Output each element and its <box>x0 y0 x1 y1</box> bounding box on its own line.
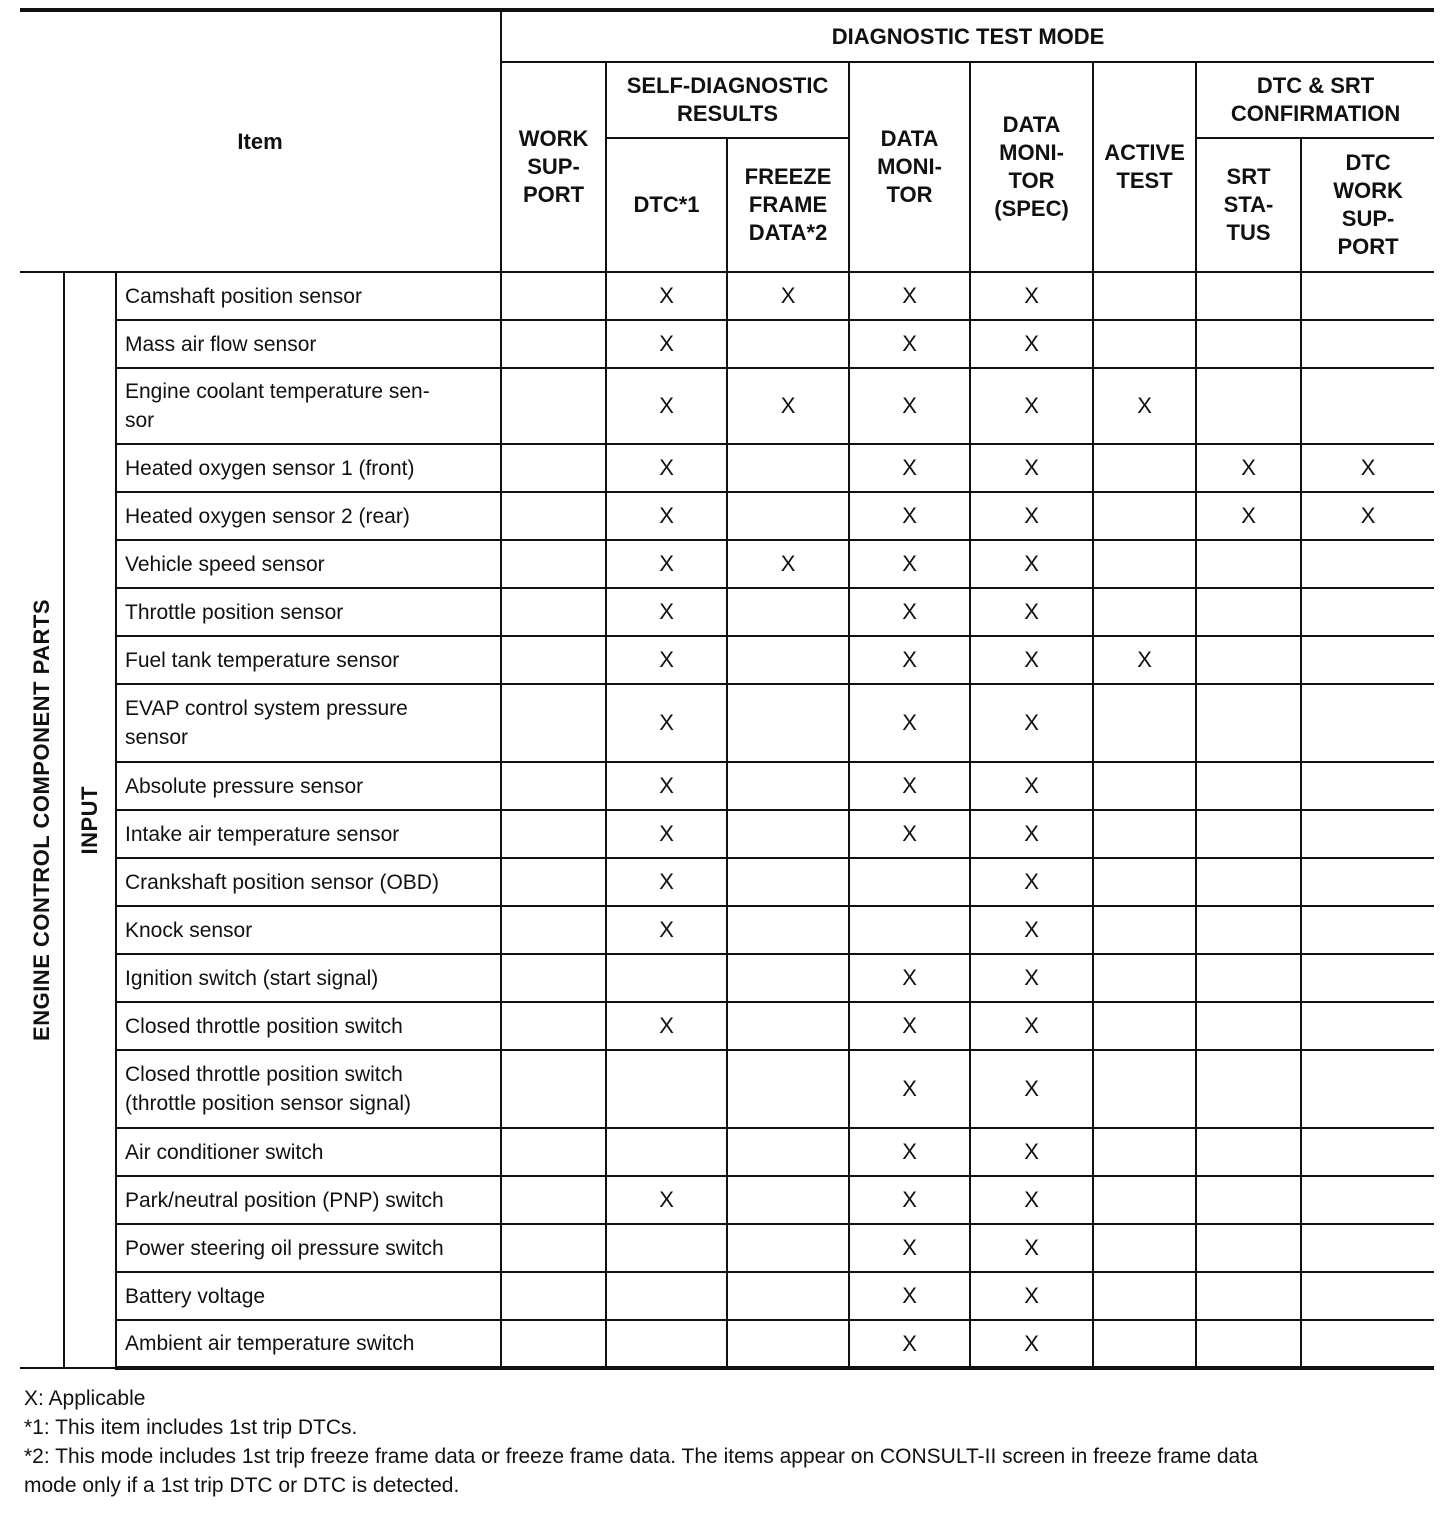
work-support-cell <box>501 1176 606 1224</box>
item-name-line: Engine coolant temperature sen- <box>125 380 430 403</box>
active-test-cell <box>1093 588 1196 636</box>
table-row <box>20 906 1434 954</box>
srt-status-cell <box>1196 1272 1301 1320</box>
active-test-cell <box>1093 1224 1196 1272</box>
input-group-label: INPUT <box>64 272 116 1368</box>
dtc-work-support-header: DTC WORK SUP- PORT <box>1301 138 1434 272</box>
item-name-cell <box>116 1224 501 1272</box>
data-monitor-cell: X <box>849 320 970 368</box>
active-test-cell <box>1093 1128 1196 1176</box>
item-name-line: Heated oxygen sensor 2 (rear) <box>125 504 410 528</box>
data-monitor-cell: X <box>849 954 970 1002</box>
data-monitor-cell: X <box>849 1224 970 1272</box>
active-test-cell <box>1093 1272 1196 1320</box>
table-row <box>20 492 1434 540</box>
item-name-line: sor <box>125 409 155 432</box>
data-monitor-spec-cell: X <box>970 636 1093 684</box>
data-monitor-cell: X <box>849 588 970 636</box>
freeze-frame-data-cell <box>727 1224 849 1272</box>
footnote-1: *1: This item includes 1st trip DTCs. <box>24 1416 358 1439</box>
diagnostic-test-mode-header: DIAGNOSTIC TEST MODE <box>501 10 1434 62</box>
item-name-line: (throttle position sensor signal) <box>125 1092 411 1115</box>
active-test-cell <box>1093 954 1196 1002</box>
freeze-frame-data-cell <box>727 810 849 858</box>
srt-status-cell <box>1196 636 1301 684</box>
item-name-line: Park/neutral position (PNP) switch <box>125 1188 444 1212</box>
freeze-frame-data-cell: X <box>727 368 849 444</box>
freeze-frame-data-cell <box>727 1176 849 1224</box>
srt-status-cell <box>1196 1002 1301 1050</box>
data-monitor-cell: X <box>849 1272 970 1320</box>
data-monitor-spec-cell: X <box>970 272 1093 320</box>
dtc-cell: X <box>606 762 727 810</box>
work-support-cell <box>501 1002 606 1050</box>
data-monitor-cell: X <box>849 636 970 684</box>
dtc-cell <box>606 1224 727 1272</box>
table-row <box>20 444 1434 492</box>
item-name-line: Absolute pressure sensor <box>125 774 364 798</box>
dtc-work-support-cell <box>1301 1272 1434 1320</box>
dtc-cell: X <box>606 858 727 906</box>
active-test-cell <box>1093 272 1196 320</box>
work-support-cell <box>501 906 606 954</box>
active-test-cell: X <box>1093 636 1196 684</box>
dtc-cell: X <box>606 588 727 636</box>
item-name-cell <box>116 272 501 320</box>
data-monitor-cell: X <box>849 540 970 588</box>
dtc-work-support-cell <box>1301 1176 1434 1224</box>
table-row <box>20 1176 1434 1224</box>
item-name-cell <box>116 1320 501 1368</box>
work-support-cell <box>501 858 606 906</box>
data-monitor-spec-cell: X <box>970 540 1093 588</box>
item-name-cell <box>116 636 501 684</box>
item-name-line: Battery voltage <box>125 1284 266 1308</box>
data-monitor-cell: X <box>849 762 970 810</box>
data-monitor-cell: X <box>849 368 970 444</box>
srt-status-cell <box>1196 1320 1301 1368</box>
footnote-applicable: X: Applicable <box>24 1387 146 1410</box>
dtc-work-support-cell <box>1301 684 1434 762</box>
item-name-cell <box>116 1002 501 1050</box>
dtc-cell: X <box>606 810 727 858</box>
dtc-work-support-cell <box>1301 540 1434 588</box>
dtc-work-support-cell <box>1301 588 1434 636</box>
dtc-cell: X <box>606 492 727 540</box>
item-name-cell <box>116 1176 501 1224</box>
work-support-cell <box>501 1050 606 1128</box>
item-name-line: Ignition switch (start signal) <box>125 966 379 990</box>
item-name-line: Closed throttle position switch <box>125 1063 403 1086</box>
active-test-cell <box>1093 858 1196 906</box>
item-name-line: EVAP control system pressure <box>125 697 408 720</box>
dtc-work-support-cell <box>1301 320 1434 368</box>
item-name-cell <box>116 320 501 368</box>
active-test-cell <box>1093 762 1196 810</box>
item-name-line: Mass air flow sensor <box>125 332 317 356</box>
dtc-work-support-cell <box>1301 906 1434 954</box>
table-row <box>20 858 1434 906</box>
work-support-cell <box>501 540 606 588</box>
item-name-line: Power steering oil pressure switch <box>125 1236 444 1260</box>
srt-status-header: SRT STA- TUS <box>1196 138 1301 272</box>
data-monitor-spec-cell: X <box>970 492 1093 540</box>
dtc-work-support-cell <box>1301 368 1434 444</box>
dtc-header: DTC*1 <box>606 138 727 272</box>
freeze-frame-data-cell <box>727 762 849 810</box>
data-monitor-spec-cell: X <box>970 762 1093 810</box>
srt-status-cell: X <box>1196 492 1301 540</box>
dtc-work-support-cell <box>1301 1128 1434 1176</box>
item-name-cell <box>116 492 501 540</box>
table-row <box>20 1272 1434 1320</box>
item-header: Item <box>20 10 501 272</box>
dtc-cell <box>606 1272 727 1320</box>
data-monitor-spec-cell: X <box>970 320 1093 368</box>
active-test-cell <box>1093 492 1196 540</box>
table-row <box>20 954 1434 1002</box>
item-name-cell <box>116 858 501 906</box>
srt-status-cell <box>1196 1224 1301 1272</box>
freeze-frame-data-header: FREEZE FRAME DATA*2 <box>727 138 849 272</box>
srt-status-cell <box>1196 272 1301 320</box>
srt-status-cell <box>1196 320 1301 368</box>
item-name-line: Ambient air temperature switch <box>125 1332 415 1355</box>
data-monitor-spec-header: DATA MONI- TOR (SPEC) <box>970 62 1093 272</box>
dtc-cell <box>606 954 727 1002</box>
item-name-line: sensor <box>125 726 189 749</box>
table-row <box>20 272 1434 320</box>
srt-status-cell <box>1196 954 1301 1002</box>
footnote-2: *2: This mode includes 1st trip freeze frame data or freeze frame data. The items appear on CONSULT-II screen in freeze frame data <box>24 1445 1258 1468</box>
diagnostic-test-mode-table <box>20 8 1434 1370</box>
data-monitor-spec-cell: X <box>970 444 1093 492</box>
data-monitor-cell: X <box>849 684 970 762</box>
item-name-line: Throttle position sensor <box>125 600 344 624</box>
freeze-frame-data-cell <box>727 1128 849 1176</box>
item-name-cell <box>116 368 501 444</box>
dtc-work-support-cell <box>1301 858 1434 906</box>
dtc-work-support-cell <box>1301 1050 1434 1128</box>
data-monitor-spec-cell: X <box>970 684 1093 762</box>
active-test-cell <box>1093 906 1196 954</box>
freeze-frame-data-cell: X <box>727 540 849 588</box>
item-name-cell <box>116 444 501 492</box>
dtc-work-support-cell: X <box>1301 492 1434 540</box>
dtc-work-support-cell: X <box>1301 444 1434 492</box>
work-support-cell <box>501 1320 606 1368</box>
freeze-frame-data-cell <box>727 1320 849 1368</box>
data-monitor-cell: X <box>849 1050 970 1128</box>
item-name-cell <box>116 684 501 762</box>
data-monitor-spec-cell: X <box>970 1224 1093 1272</box>
table-row <box>20 320 1434 368</box>
active-test-cell <box>1093 810 1196 858</box>
item-name-cell <box>116 588 501 636</box>
srt-status-cell <box>1196 588 1301 636</box>
dtc-work-support-cell <box>1301 762 1434 810</box>
active-test-cell <box>1093 1050 1196 1128</box>
dtc-cell: X <box>606 684 727 762</box>
item-name-cell <box>116 906 501 954</box>
dtc-cell: X <box>606 540 727 588</box>
footnotes <box>24 1384 1444 1500</box>
work-support-cell <box>501 762 606 810</box>
dtc-cell: X <box>606 636 727 684</box>
data-monitor-cell: X <box>849 1128 970 1176</box>
self-diagnostic-results-header: SELF-DIAGNOSTIC RESULTS <box>606 62 849 138</box>
srt-status-cell <box>1196 810 1301 858</box>
work-support-cell <box>501 954 606 1002</box>
active-test-cell: X <box>1093 368 1196 444</box>
data-monitor-cell: X <box>849 492 970 540</box>
item-name-cell <box>116 762 501 810</box>
data-monitor-cell <box>849 858 970 906</box>
work-support-cell <box>501 684 606 762</box>
dtc-cell: X <box>606 1002 727 1050</box>
srt-status-cell <box>1196 1176 1301 1224</box>
data-monitor-cell: X <box>849 272 970 320</box>
table-body <box>20 272 1434 1368</box>
freeze-frame-data-cell <box>727 1272 849 1320</box>
srt-status-cell <box>1196 762 1301 810</box>
freeze-frame-data-cell <box>727 1002 849 1050</box>
work-support-cell <box>501 320 606 368</box>
dtc-work-support-cell <box>1301 1320 1434 1368</box>
work-support-cell <box>501 636 606 684</box>
table-row <box>20 1320 1434 1368</box>
item-name-line: Knock sensor <box>125 918 253 942</box>
dtc-work-support-cell <box>1301 1002 1434 1050</box>
active-test-cell <box>1093 320 1196 368</box>
dtc-cell: X <box>606 320 727 368</box>
data-monitor-spec-cell: X <box>970 1128 1093 1176</box>
active-test-cell <box>1093 1320 1196 1368</box>
work-support-cell <box>501 1272 606 1320</box>
table-row <box>20 1050 1434 1128</box>
item-name-line: Air conditioner switch <box>125 1140 324 1164</box>
srt-status-cell <box>1196 540 1301 588</box>
item-name-line: Closed throttle position switch <box>125 1014 403 1038</box>
table-row <box>20 810 1434 858</box>
data-monitor-spec-cell: X <box>970 1002 1093 1050</box>
freeze-frame-data-cell: X <box>727 272 849 320</box>
work-support-cell <box>501 444 606 492</box>
dtc-cell: X <box>606 906 727 954</box>
active-test-cell <box>1093 1176 1196 1224</box>
data-monitor-cell: X <box>849 1320 970 1368</box>
data-monitor-spec-cell: X <box>970 1272 1093 1320</box>
freeze-frame-data-cell <box>727 1050 849 1128</box>
dtc-cell: X <box>606 368 727 444</box>
data-monitor-spec-cell: X <box>970 954 1093 1002</box>
srt-status-cell <box>1196 368 1301 444</box>
table-row <box>20 588 1434 636</box>
work-support-cell <box>501 588 606 636</box>
srt-status-cell <box>1196 1128 1301 1176</box>
dtc-cell <box>606 1320 727 1368</box>
footnote-2-continued: mode only if a 1st trip DTC or DTC is detected. <box>24 1474 460 1497</box>
dtc-srt-confirmation-header: DTC & SRT CONFIRMATION <box>1196 62 1434 138</box>
dtc-cell: X <box>606 272 727 320</box>
data-monitor-cell: X <box>849 444 970 492</box>
table-row <box>20 540 1434 588</box>
data-monitor-spec-cell: X <box>970 810 1093 858</box>
active-test-header: ACTIVE TEST <box>1093 62 1196 272</box>
freeze-frame-data-cell <box>727 636 849 684</box>
data-monitor-cell <box>849 906 970 954</box>
data-monitor-spec-cell: X <box>970 368 1093 444</box>
header-row-1 <box>20 10 1434 62</box>
freeze-frame-data-cell <box>727 954 849 1002</box>
item-name-line: Vehicle speed sensor <box>125 552 325 576</box>
table-row <box>20 684 1434 762</box>
dtc-work-support-cell <box>1301 272 1434 320</box>
srt-status-cell <box>1196 858 1301 906</box>
table-row <box>20 368 1434 444</box>
freeze-frame-data-cell <box>727 588 849 636</box>
dtc-cell: X <box>606 444 727 492</box>
dtc-work-support-cell <box>1301 954 1434 1002</box>
engine-control-component-parts-label: ENGINE CONTROL COMPONENT PARTS <box>20 272 64 1368</box>
work-support-cell <box>501 1128 606 1176</box>
freeze-frame-data-cell <box>727 492 849 540</box>
item-name-cell <box>116 1128 501 1176</box>
data-monitor-spec-cell: X <box>970 1176 1093 1224</box>
item-name-cell <box>116 540 501 588</box>
item-name-cell <box>116 810 501 858</box>
active-test-cell <box>1093 444 1196 492</box>
freeze-frame-data-cell <box>727 444 849 492</box>
work-support-cell <box>501 368 606 444</box>
data-monitor-cell: X <box>849 810 970 858</box>
data-monitor-spec-cell: X <box>970 1320 1093 1368</box>
freeze-frame-data-cell <box>727 684 849 762</box>
srt-status-cell <box>1196 906 1301 954</box>
table-row <box>20 1128 1434 1176</box>
data-monitor-cell: X <box>849 1002 970 1050</box>
work-support-cell <box>501 810 606 858</box>
work-support-cell <box>501 492 606 540</box>
item-name-line: Fuel tank temperature sensor <box>125 648 400 672</box>
table-row <box>20 762 1434 810</box>
dtc-cell <box>606 1128 727 1176</box>
srt-status-cell <box>1196 1050 1301 1128</box>
item-name-line: Camshaft position sensor <box>125 284 362 308</box>
data-monitor-spec-cell: X <box>970 588 1093 636</box>
item-name-line: Crankshaft position sensor (OBD) <box>125 870 439 894</box>
dtc-work-support-cell <box>1301 810 1434 858</box>
item-name-line: Intake air temperature sensor <box>125 822 400 846</box>
dtc-work-support-cell <box>1301 636 1434 684</box>
work-support-cell <box>501 1224 606 1272</box>
table-row <box>20 636 1434 684</box>
dtc-work-support-cell <box>1301 1224 1434 1272</box>
item-name-cell <box>116 954 501 1002</box>
item-name-cell <box>116 1272 501 1320</box>
data-monitor-spec-cell: X <box>970 906 1093 954</box>
active-test-cell <box>1093 1002 1196 1050</box>
work-support-header: WORK SUP- PORT <box>501 62 606 272</box>
active-test-cell <box>1093 540 1196 588</box>
item-name-cell <box>116 1050 501 1128</box>
item-name-line: Heated oxygen sensor 1 (front) <box>125 456 415 480</box>
data-monitor-spec-cell: X <box>970 858 1093 906</box>
dtc-cell: X <box>606 1176 727 1224</box>
table-row <box>20 1002 1434 1050</box>
freeze-frame-data-cell <box>727 320 849 368</box>
table-row <box>20 1224 1434 1272</box>
dtc-cell <box>606 1050 727 1128</box>
data-monitor-cell: X <box>849 1176 970 1224</box>
freeze-frame-data-cell <box>727 906 849 954</box>
data-monitor-header: DATA MONI- TOR <box>849 62 970 272</box>
srt-status-cell: X <box>1196 444 1301 492</box>
active-test-cell <box>1093 684 1196 762</box>
srt-status-cell <box>1196 684 1301 762</box>
work-support-cell <box>501 272 606 320</box>
freeze-frame-data-cell <box>727 858 849 906</box>
data-monitor-spec-cell: X <box>970 1050 1093 1128</box>
